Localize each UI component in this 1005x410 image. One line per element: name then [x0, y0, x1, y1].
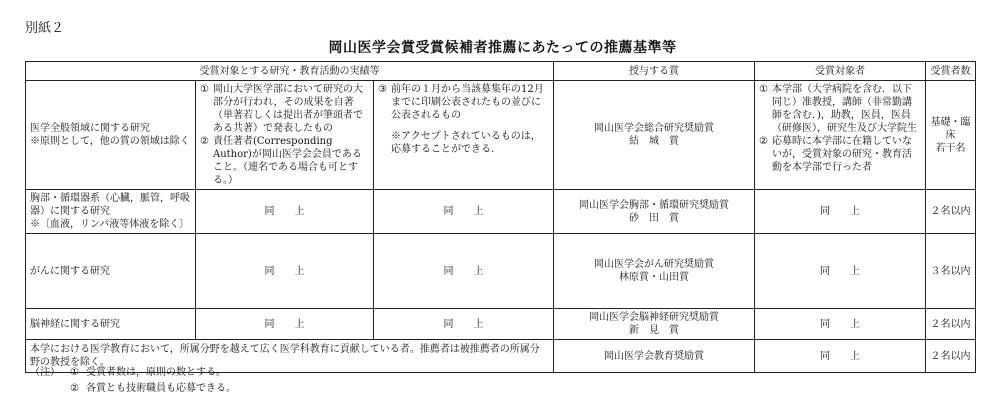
criteria-num: ① — [200, 84, 209, 95]
criteria-text: ※アクセプトされているものは，応募することができる. — [391, 131, 541, 155]
criteria-note — [378, 130, 549, 156]
footnote-text: 各賞とも技術職員も応募できる。 — [86, 383, 236, 394]
criteria-b-cell: 同 上 — [374, 234, 554, 309]
target-item — [759, 83, 921, 135]
target-item — [759, 135, 921, 174]
table-header-row — [26, 62, 976, 81]
criteria-a-cell — [196, 81, 374, 190]
table-row — [26, 309, 976, 340]
footnote-label: （注） — [30, 367, 60, 378]
criteria-a-cell: 同 上 — [196, 190, 374, 234]
target-num: ② — [759, 136, 768, 147]
award-cell — [554, 81, 755, 190]
criteria-num: ② — [200, 136, 209, 147]
award-cell — [554, 309, 755, 340]
target-cell: 同 上 — [755, 309, 926, 340]
footnotes — [30, 365, 236, 397]
count-cell: ３名以内 — [926, 234, 976, 309]
criteria-num — [378, 130, 391, 156]
table-row — [26, 190, 976, 234]
footnote-num: ① — [70, 367, 79, 378]
criteria-text: 岡山大学医学部において研究の大部分が行われ，その成果を自著（単著若しくは提出者が筆頭者である共著）で発表したもの — [213, 84, 363, 134]
table-row — [26, 81, 976, 190]
criteria-b-cell: 同 上 — [374, 309, 554, 340]
award-name: 岡山医学会脳神経研究奨励賞 新 見 賞 — [589, 312, 719, 336]
page-title: 岡山医学会賞受賞候補者推薦にあたっての推薦基準等 — [328, 40, 677, 56]
count-cell: ２名以内 — [926, 340, 976, 373]
award-cell — [554, 234, 755, 309]
education-field-cell: 本学における医学教育において，所属分野を越えて広く医学科教育に貢献している者。推薦者は被推薦者の所属分野の教授を除く。 — [26, 340, 554, 373]
count-cell: ２名以内 — [926, 309, 976, 340]
target-text: 応募時に本学部に在籍していないが，受賞対象の研究・教育活動を本学部で行った者 — [772, 136, 912, 173]
footnote-item — [30, 365, 236, 381]
footnote-num: ② — [70, 383, 79, 394]
header-count: 受賞者数 — [926, 62, 976, 81]
criteria-item — [200, 83, 369, 135]
footnote-text: 受賞者数は，原則の数とする。 — [86, 367, 226, 378]
award-name: 岡山医学会がん研究奨励賞 林原賞・山田賞 — [594, 259, 714, 283]
criteria-a-cell: 同 上 — [196, 234, 374, 309]
criteria-item — [378, 83, 549, 122]
criteria-num: ③ — [378, 84, 387, 95]
criteria-b-cell: 同 上 — [374, 190, 554, 234]
annex-label: 別紙２ — [25, 21, 65, 36]
field-text: 医学全般領域に関する研究 ※原則として，他の賞の領域は除く — [30, 123, 190, 147]
target-text: 本学部（大学病院を含む．以下同じ）准教授，講師（非常勤講師を含む．)，助教，医員，医員（研修医），研究生及び大学院生 — [772, 84, 917, 134]
header-achievements: 受賞対象とする研究・教育活動の実績等 — [26, 62, 554, 81]
count-value: 基礎・臨床 若干名 — [930, 116, 971, 154]
field-cell: がんに関する研究 — [26, 234, 196, 309]
footnote-item — [30, 381, 236, 397]
criteria-text: 責任著者(Corresponding Author)が岡山医学会会員であること。（連名である場合も可とする。） — [213, 136, 362, 186]
award-name: 岡山医学会胸部・循環研究奨励賞 砂 田 賞 — [579, 199, 729, 224]
award-name: 岡山医学会総合研究奨励賞 結 城 賞 — [594, 123, 714, 147]
target-num: ① — [759, 84, 768, 95]
field-text: 胸部・循環器系（心臓，脈管，呼吸器）に関する研究 ※〔血液，リンパ液等体液を除く〕 — [30, 193, 190, 230]
field-cell — [26, 81, 196, 190]
header-award: 授与する賞 — [554, 62, 755, 81]
count-cell — [926, 81, 976, 190]
table-row — [26, 234, 976, 309]
target-cell: 同 上 — [755, 340, 926, 373]
field-cell — [26, 190, 196, 234]
criteria-item — [200, 135, 369, 187]
field-cell: 脳神経に関する研究 — [26, 309, 196, 340]
criteria-text: 前年の１月から当該募集年の12月までに印刷公表されたもの並びに公表されるもの — [391, 84, 544, 121]
award-cell: 岡山医学会教育奨励賞 — [554, 340, 755, 373]
target-cell — [755, 81, 926, 190]
target-cell: 同 上 — [755, 190, 926, 234]
award-cell — [554, 190, 755, 234]
count-cell: ２名以内 — [926, 190, 976, 234]
criteria-table — [25, 61, 976, 373]
criteria-a-cell: 同 上 — [196, 309, 374, 340]
target-cell: 同 上 — [755, 234, 926, 309]
criteria-b-cell — [374, 81, 554, 190]
header-target: 受賞対象者 — [755, 62, 926, 81]
